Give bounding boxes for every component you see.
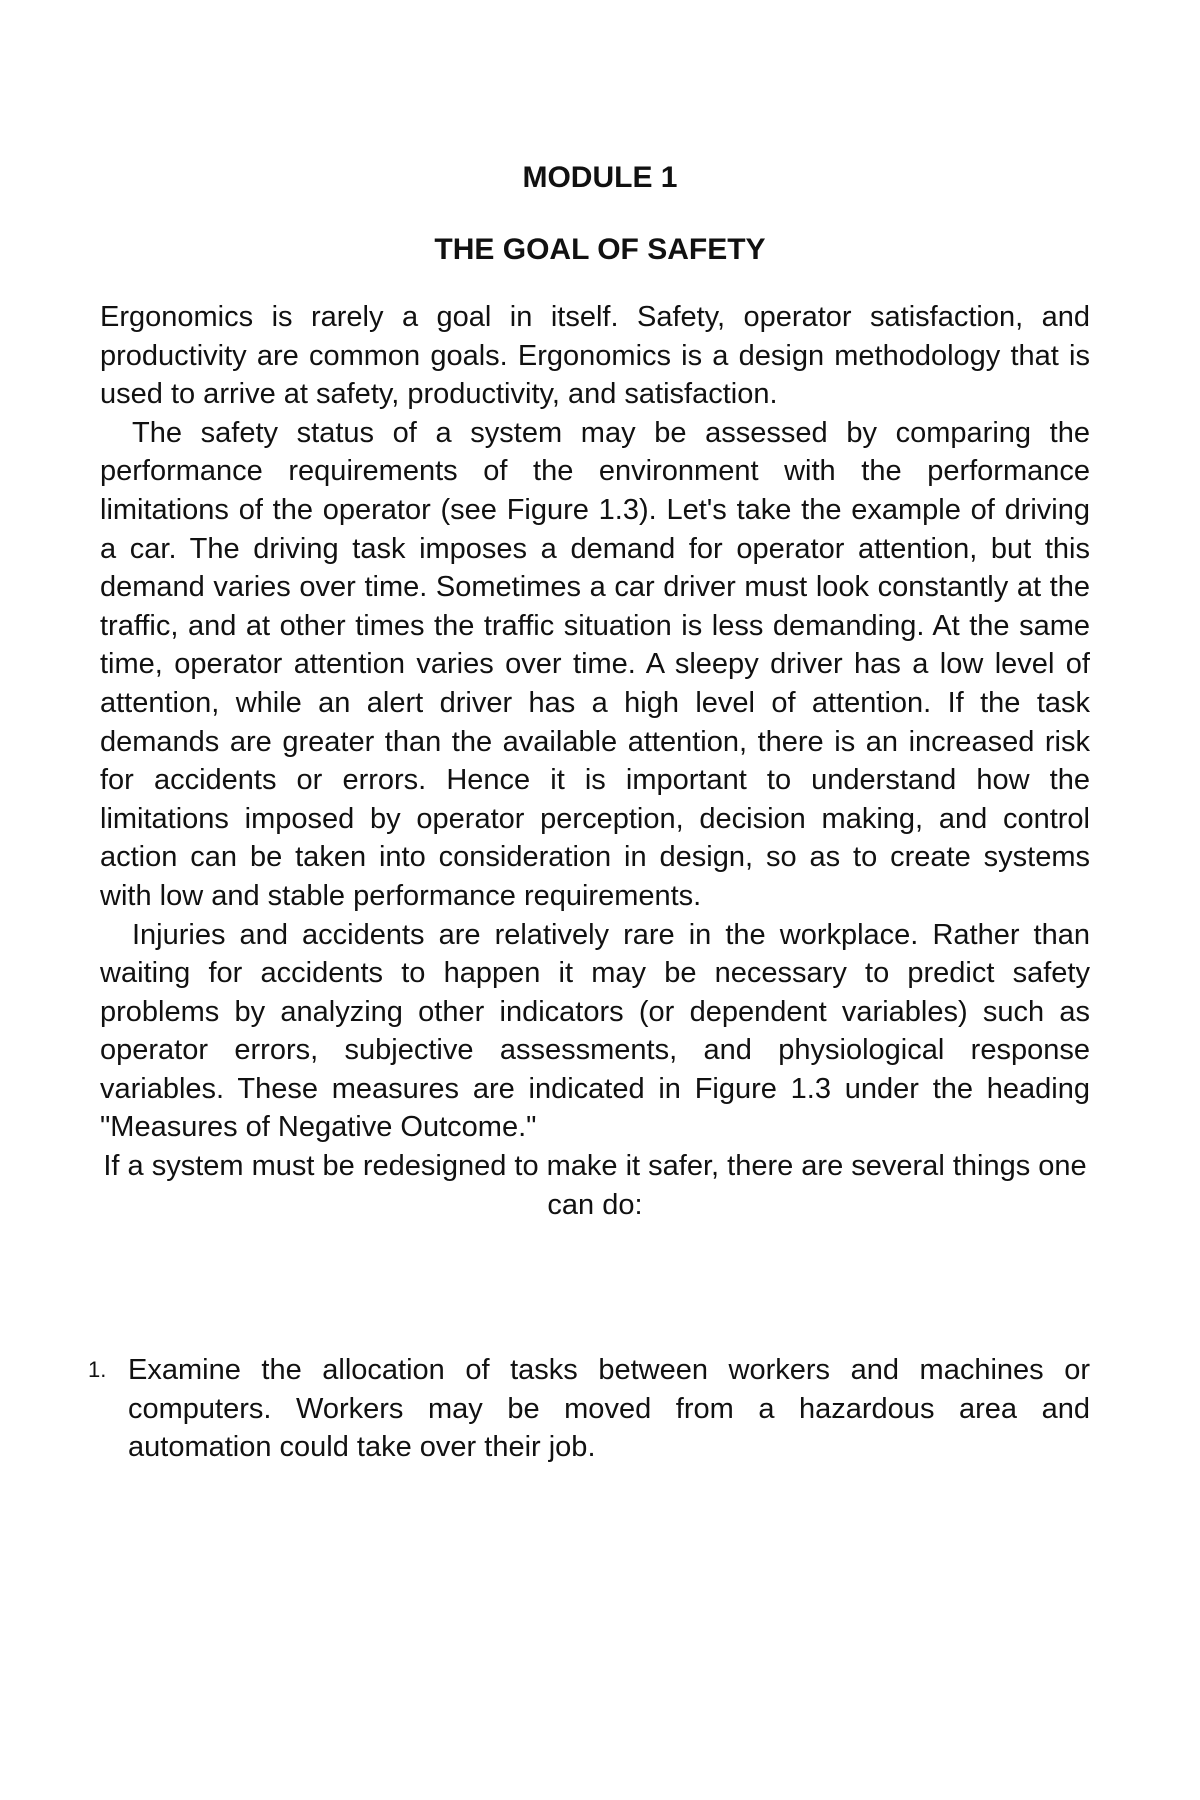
paragraph-safety-status: The safety status of a system may be assessed by comparing the performance requirements of the environment with the performance limitations of the operator (see Figure 1.3). Let's take the example of driving a car. The driving task imposes a demand for operator attention, but this demand varies over time. Sometimes a car driver must look constantly at the traffic, and at other times the traffic situation is less demanding. At the same time, operator attention varies over time. A sleepy driver has a low level of attention, while an alert driver has a high level of attention. If the task demands are greater than the available attention, there is an increased risk for accidents or errors. Hence it is important to understand how the limitations imposed by operator perception, decision making, and control action can be taken into consideration in design, so as to create systems with low and stable performance requirements. [100,416,1090,912]
body-text [100,298,1090,1224]
numbered-list [88,1351,1090,1467]
list-item [88,1351,1090,1467]
list-item-text: Examine the allocation of tasks between workers and machines or computers. Workers may be moved from a hazardous area and automation could take over their job. [128,1354,1090,1464]
section-title: THE GOAL OF SAFETY [434,233,766,266]
paragraph-intro: Ergonomics is rarely a goal in itself. Safety, operator satisfaction, and productivity are common goals. Ergonomics is a design methodology that is used to arrive at safety, productivity, and satisfaction. [100,301,1090,411]
list-item-number: 1. [88,1357,107,1382]
paragraph-redesign: If a system must be redesigned to make it safer, there are several things one can do: [103,1150,1087,1221]
module-title: MODULE 1 [522,161,678,194]
paragraph-injuries: Injuries and accidents are relatively rare in the workplace. Rather than waiting for accidents to happen it may be necessary to predict safety problems by analyzing other indicators (or dependent variables) such as operator errors, subjective assessments, and physiological response variables. These measures are indicated in Figure 1.3 under the heading "Measures of Negative Outcome." [100,918,1090,1144]
